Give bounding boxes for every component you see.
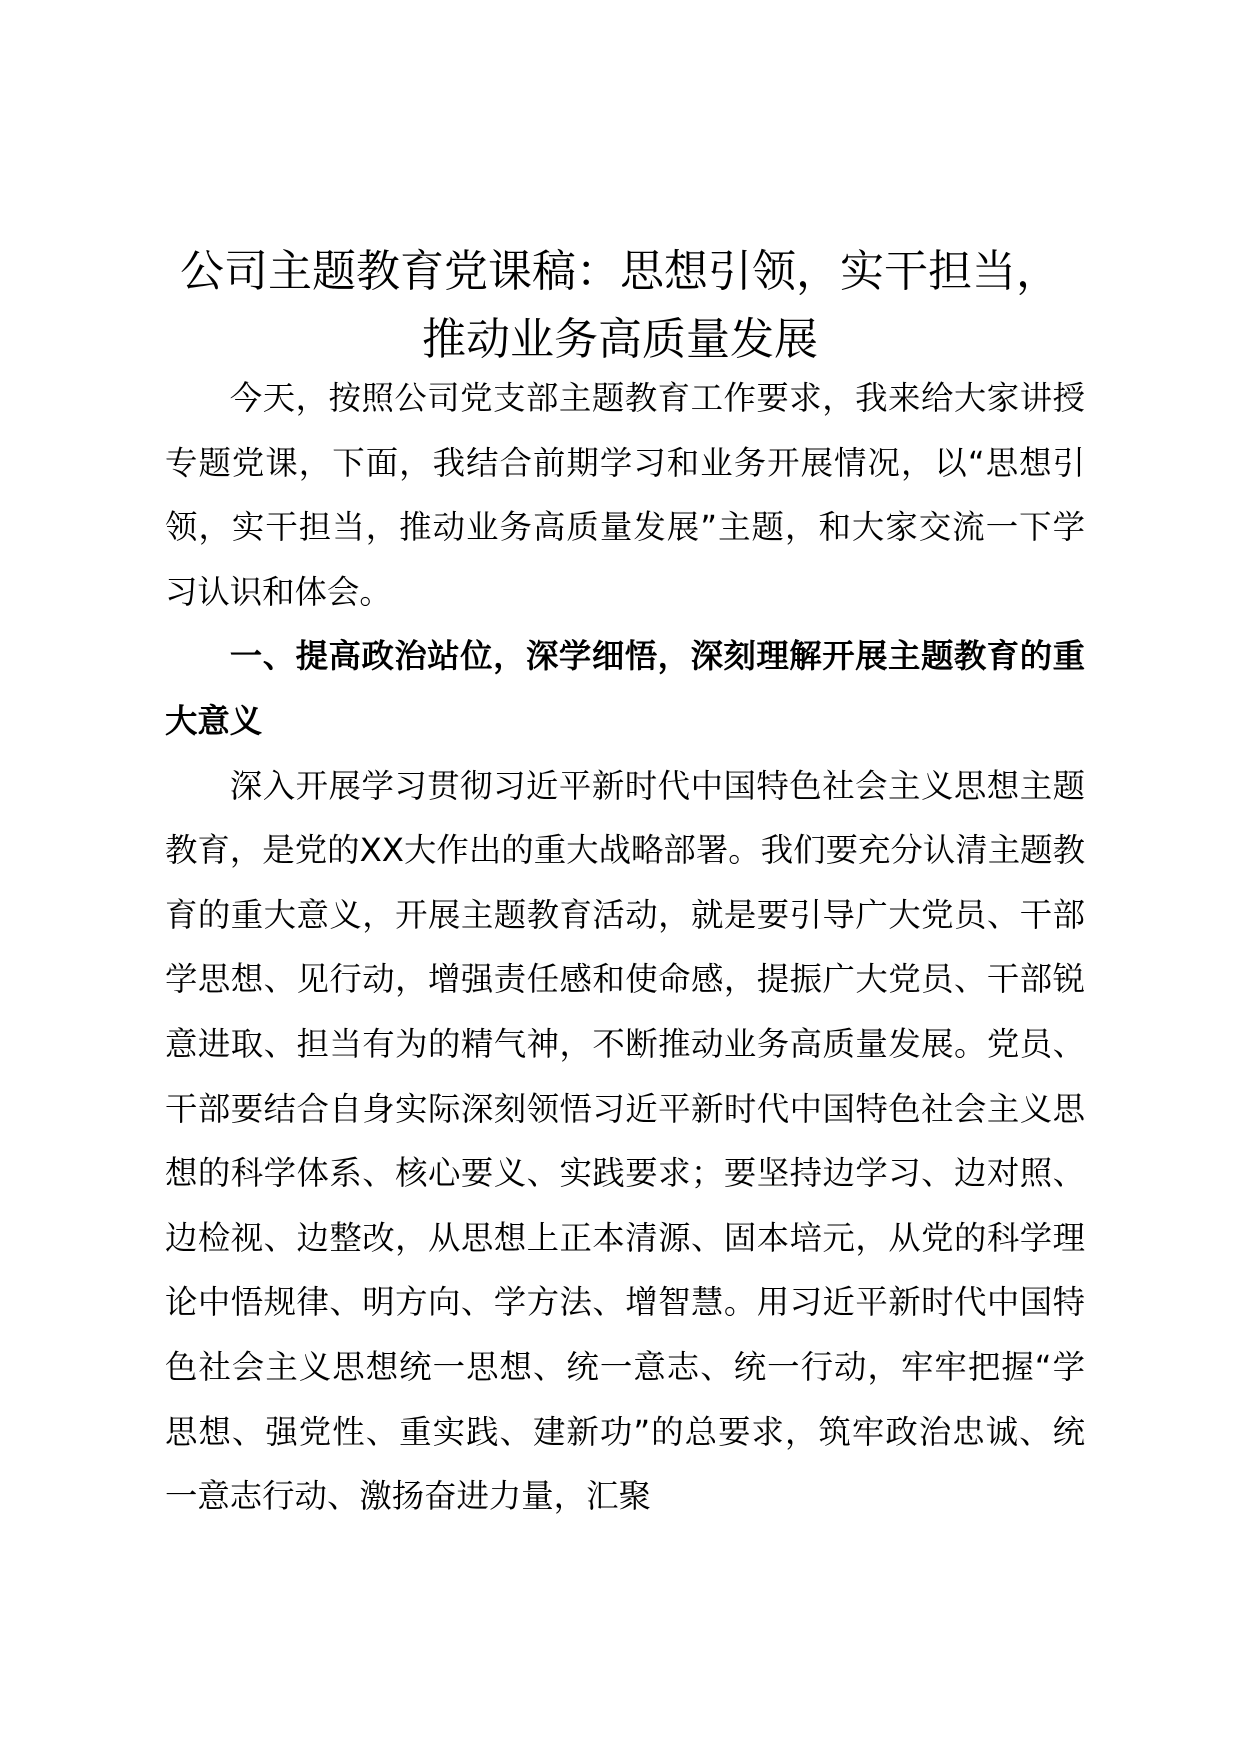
document-title — [140, 238, 1100, 374]
document-body — [165, 366, 1085, 1529]
intro-paragraph: 今天，按照公司党支部主题教育工作要求，我来给大家讲授专题党课，下面，我结合前期学习和业务开展情况，以“思想引领，实干担当，推动业务高质量发展”主题，和大家交流一下学习认识和体会。 — [165, 379, 1085, 611]
section-1-paragraph: 深入开展学习贯彻习近平新时代中国特色社会主义思想主题教育，是党的XX大作出的重大战略部署。我们要充分认清主题教育的重大意义，开展主题教育活动，就是要引导广大党员、干部学思想、见行动，增强责任感和使命感，提振广大党员、干部锐意进取、担当有为的精气神，不断推动业务高质量发展。党员、干部要结合自身实际深刻领悟习近平新时代中国特色社会主义思想的科学体系、核心要义、实践要求；要坚持边学习、边对照、边检视、边整改，从思想上正本清源、固本培元，从党的科学理论中悟规律、明方向、学方法、增智慧。用习近平新时代中国特色社会主义思想统一思想、统一意志、统一行动，牢牢把握“学思想、强党性、重实践、建新功”的总要求，筑牢政治忠诚、统一意志行动、激扬奋进力量，汇聚 — [165, 766, 1085, 1516]
title-line-1: 公司主题教育党课稿：思想引领，实干担当， — [180, 246, 1060, 297]
title-line-2: 推动业务高质量发展 — [422, 314, 818, 365]
section-heading-1: 一、提高政治站位，深学细悟，深刻理解开展主题教育的重大意义 — [165, 637, 1085, 740]
